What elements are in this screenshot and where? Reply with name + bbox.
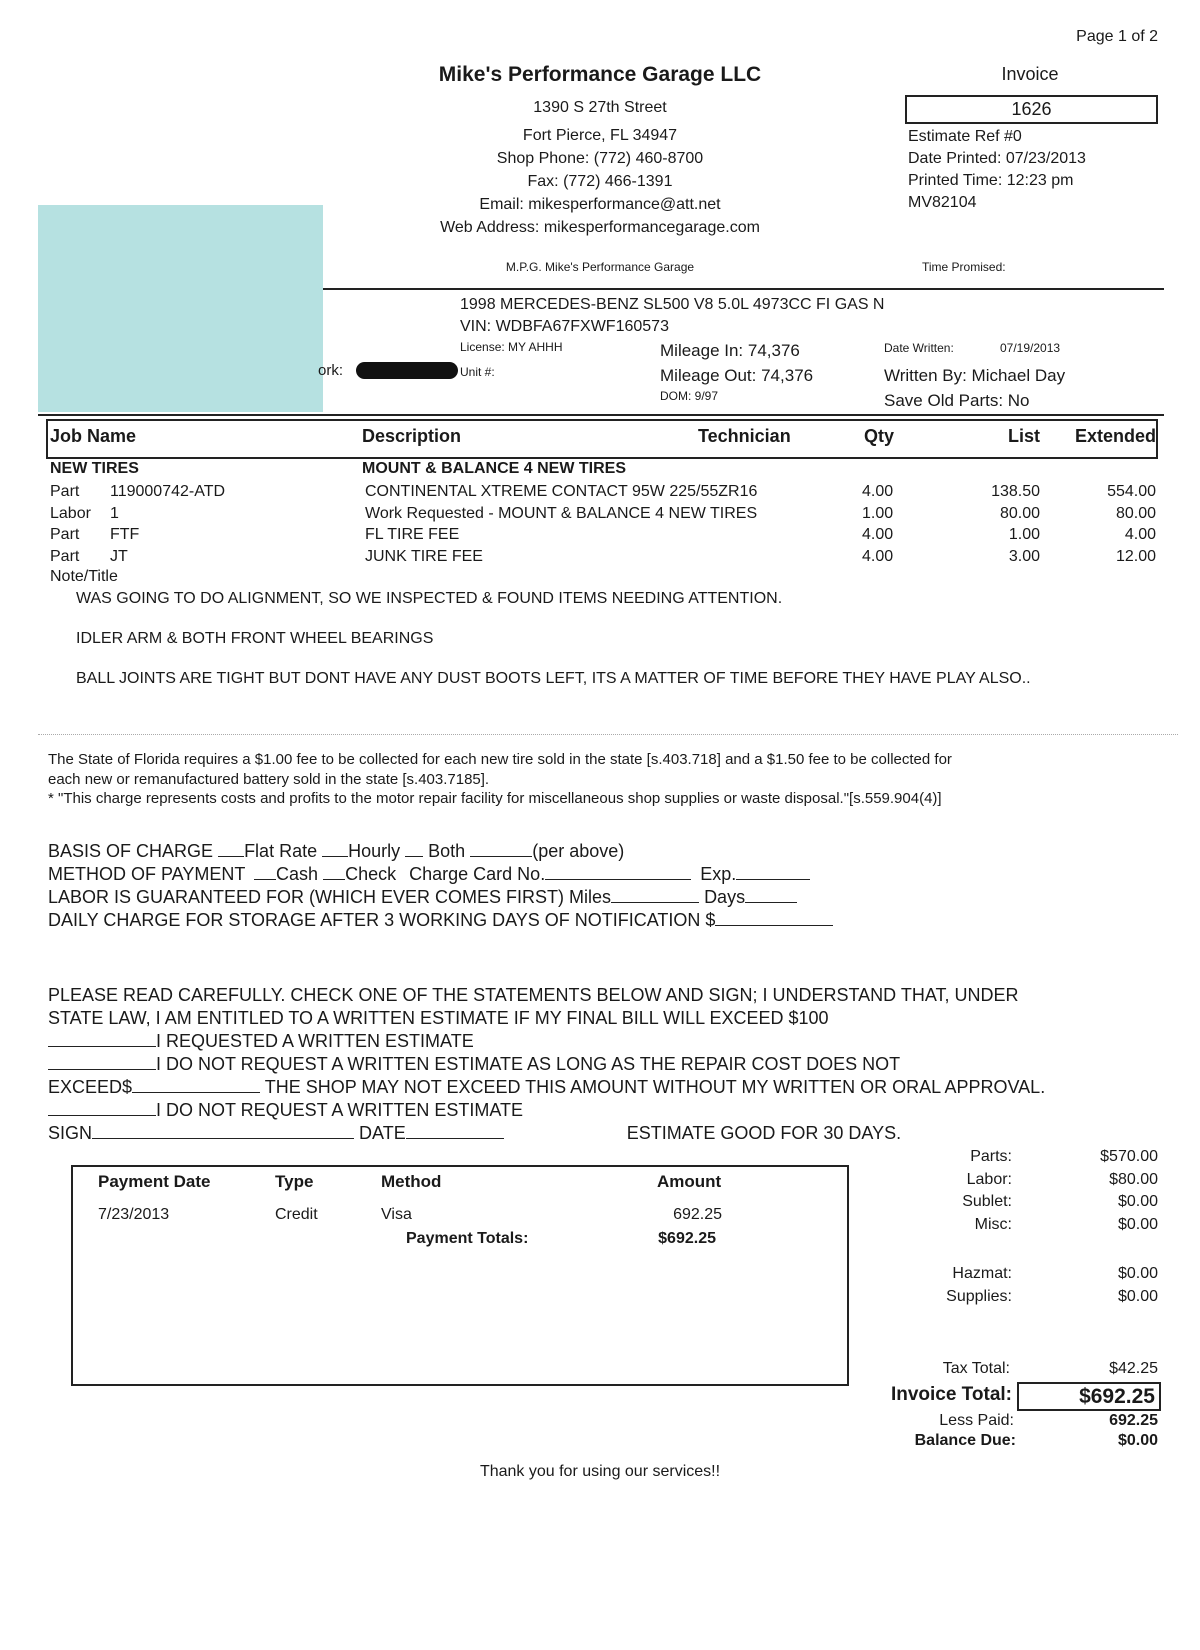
payment-col-date: Payment Date	[98, 1172, 211, 1191]
payment-totals-label: Payment Totals:	[406, 1230, 529, 1247]
save-old-parts: Save Old Parts: No	[884, 391, 1030, 410]
summary-misc: Misc: $0.00	[974, 1215, 1158, 1233]
payment-amount: 692.25	[673, 1206, 722, 1223]
miles-blank[interactable]	[611, 887, 699, 903]
option-3-checkbox[interactable]	[48, 1100, 156, 1116]
payment-type: Credit	[275, 1206, 318, 1223]
row-code: 119000742-ATD	[110, 483, 226, 500]
check-blank[interactable]	[323, 864, 345, 880]
shop-city: Fort Pierce, FL 34947	[522, 127, 678, 144]
col-extended: Extended	[1074, 426, 1156, 446]
hourly-blank[interactable]	[322, 841, 348, 857]
section-divider	[38, 734, 1178, 735]
summary-supplies: Supplies: $0.00	[946, 1288, 1158, 1305]
row-list: 138.50	[991, 483, 1040, 500]
exceed-amount-blank[interactable]	[132, 1077, 260, 1093]
note-line: IDLER ARM & BOTH FRONT WHEEL BEARINGS	[76, 630, 434, 647]
balance-due-label: Balance Due:	[914, 1432, 1016, 1449]
line-items	[50, 481, 1158, 567]
labor-guarantee-line: LABOR IS GUARANTEED FOR (WHICH EVER COMES FIRST) Miles Days	[48, 886, 833, 909]
invoice-total-box	[1017, 1382, 1161, 1411]
mileage-out: Mileage Out: 74,376	[660, 366, 814, 385]
invoice-code: MV82104	[908, 194, 977, 211]
shop-fax: Fax: (772) 466-1391	[527, 173, 673, 190]
table-row	[50, 546, 1158, 568]
signature-blank[interactable]	[92, 1123, 354, 1139]
col-technician: Technician	[698, 426, 791, 446]
summary-labor: Labor: $80.00	[966, 1170, 1158, 1188]
writer-block	[884, 363, 1065, 413]
summary-parts: Parts: $570.00	[970, 1148, 1158, 1165]
note-title-label: Note/Title	[50, 568, 118, 585]
shop-phone: Shop Phone: (772) 460-8700	[496, 150, 704, 167]
shop-street: 1390 S 27th Street	[533, 99, 667, 116]
invoice-meta	[908, 126, 1086, 214]
storage-line: DAILY CHARGE FOR STORAGE AFTER 3 WORKING DAYS OF NOTIFICATION $	[48, 909, 833, 932]
row-code: JT	[110, 547, 128, 565]
job-name: NEW TIRES	[50, 460, 139, 477]
work-label: ork:	[318, 362, 344, 379]
shop-header	[400, 63, 800, 87]
option-1-checkbox[interactable]	[48, 1031, 156, 1047]
payment-date: 7/23/2013	[98, 1206, 170, 1223]
row-code: FTF	[110, 526, 140, 543]
estimate-intro: PLEASE READ CAREFULLY. CHECK ONE OF THE STATEMENTS BELOW AND SIGN; I UNDERSTAND THAT, UNDER	[48, 985, 1019, 1005]
option-2-checkbox[interactable]	[48, 1054, 156, 1070]
summary-block	[880, 1146, 1158, 1236]
exp-blank[interactable]	[736, 864, 810, 880]
row-description: Work Requested - MOUNT & BALANCE 4 NEW TIRES	[365, 504, 758, 522]
sticky-note	[38, 205, 323, 412]
mileage-block	[660, 338, 813, 388]
less-paid: 692.25	[1109, 1412, 1158, 1429]
method-of-payment-line: METHOD OF PAYMENT Cash Check Charge Card No. Exp.	[48, 863, 833, 886]
row-qty: 4.00	[862, 483, 894, 500]
time-promised: Time Promised:	[922, 260, 1006, 274]
payment-box	[71, 1165, 849, 1386]
charge-card-blank[interactable]	[545, 864, 691, 880]
table-row	[50, 481, 1158, 503]
col-description: Description	[362, 426, 462, 446]
row-description: CONTINENTAL XTREME CONTACT 95W 225/55ZR16	[365, 483, 758, 500]
exceed-line: EXCEED$ THE SHOP MAY NOT EXCEED THIS AMOUNT WITHOUT MY WRITTEN OR ORAL APPROVAL.	[48, 1077, 1046, 1097]
shop-short-name: M.P.G. Mike's Performance Garage	[505, 260, 695, 274]
less-paid-label: Less Paid:	[939, 1412, 1014, 1429]
estimate-intro: STATE LAW, I AM ENTITLED TO A WRITTEN ESTIMATE IF MY FINAL BILL WILL EXCEED $100	[48, 1008, 829, 1028]
invoice-label: Invoice	[1001, 64, 1059, 84]
col-job-name: Job Name	[50, 426, 137, 446]
dom: DOM: 9/97	[660, 389, 719, 403]
col-qty: Qty	[864, 426, 895, 446]
payment-col-type: Type	[275, 1172, 314, 1191]
legal-line: * "This charge represents costs and profits to the motor repair facility for miscellaneous shop supplies or waste disposal."[s.559.904(4)]	[48, 790, 942, 807]
storage-blank[interactable]	[715, 910, 833, 926]
payment-method: Visa	[381, 1206, 412, 1223]
table-row	[50, 524, 1158, 546]
row-list: 80.00	[999, 504, 1040, 522]
payment-col-method: Method	[381, 1172, 442, 1191]
row-extended: 4.00	[1124, 526, 1156, 543]
col-list: List	[1007, 426, 1040, 446]
estimate-ref: Estimate Ref #0	[908, 128, 1022, 145]
vehicle-description: 1998 MERCEDES-BENZ SL500 V8 5.0L 4973CC FI GAS N	[460, 296, 885, 313]
row-description: FL TIRE FEE	[365, 526, 460, 543]
cash-blank[interactable]	[254, 864, 276, 880]
estimate-block	[48, 984, 1045, 1145]
row-qty: 4.00	[862, 526, 894, 543]
both-blank[interactable]	[405, 841, 423, 857]
printed-time: Printed Time: 12:23 pm	[908, 172, 1074, 189]
table-top-divider	[38, 414, 1164, 416]
vehicle-license: License: MY AHHH	[460, 340, 563, 354]
row-type: Part	[50, 547, 80, 565]
days-blank[interactable]	[745, 887, 797, 903]
legal-notice	[48, 750, 1168, 809]
row-list: 1.00	[1008, 526, 1040, 543]
row-extended: 554.00	[1107, 483, 1156, 500]
shop-email: Email: mikesperformance@att.net	[479, 196, 721, 213]
note-line: WAS GOING TO DO ALIGNMENT, SO WE INSPECTED & FOUND ITEMS NEEDING ATTENTION.	[76, 590, 783, 607]
estimate-option-2: I DO NOT REQUEST A WRITTEN ESTIMATE AS LONG AS THE REPAIR COST DOES NOT	[48, 1053, 1045, 1076]
shop-name: Mike's Performance Garage LLC	[438, 63, 762, 86]
shop-address-block	[400, 96, 800, 239]
page-number: Page 1 of 2	[1076, 28, 1158, 45]
invoice-total-label: Invoice Total:	[890, 1384, 1012, 1405]
invoice-number-box	[905, 95, 1158, 124]
row-type: Labor	[50, 504, 91, 522]
date-printed: Date Printed: 07/23/2013	[908, 150, 1086, 167]
row-extended: 80.00	[1115, 504, 1156, 522]
legal-line: each new or remanufactured battery sold in the state [s.403.7185].	[48, 770, 490, 788]
row-list: 3.00	[1008, 547, 1040, 565]
estimate-option-1: I REQUESTED A WRITTEN ESTIMATE	[48, 1030, 1045, 1053]
invoice-number: 1626	[1011, 99, 1052, 119]
estimate-option-3: I DO NOT REQUEST A WRITTEN ESTIMATE	[48, 1099, 1045, 1122]
summary-hazmat: Hazmat: $0.00	[952, 1265, 1158, 1282]
basis-of-charge-line: BASIS OF CHARGE Flat Rate Hourly Both (per above)	[48, 841, 625, 861]
balance-due: $0.00	[1117, 1432, 1158, 1449]
row-description: JUNK TIRE FEE	[365, 547, 483, 565]
summary-block-2	[880, 1262, 1158, 1308]
tax-total: $42.25	[1109, 1360, 1158, 1377]
row-type: Part	[50, 526, 80, 543]
per-above-blank[interactable]	[470, 841, 532, 857]
vehicle-block	[460, 294, 884, 338]
job-description: MOUNT & BALANCE 4 NEW TIRES	[362, 460, 626, 477]
written-by: Written By: Michael Day	[884, 366, 1066, 385]
sign-line: SIGN DATE ESTIMATE GOOD FOR 30 DAYS.	[48, 1123, 902, 1143]
legal-line: The State of Florida requires a $1.00 fee to be collected for each new tire sold in the state [s.403.718] and a $1.50 fee to be collected for	[48, 751, 952, 768]
date-written-label: Date Written:	[884, 341, 954, 355]
payment-totals-value: $692.25	[658, 1230, 716, 1247]
note-line: BALL JOINTS ARE TIGHT BUT DONT HAVE ANY DUST BOOTS LEFT, ITS A MATTER OF TIME BEFORE THEY HAVE PLAY ALSO..	[76, 670, 1031, 687]
terms-block	[48, 840, 833, 932]
row-qty: 1.00	[862, 504, 894, 522]
unit-number: Unit #:	[460, 365, 495, 379]
footer-thanks: Thank you for using our services!!	[479, 1463, 721, 1480]
row-type: Part	[50, 483, 80, 500]
summary-sublet: Sublet: $0.00	[962, 1193, 1158, 1210]
tax-total-label: Tax Total:	[942, 1360, 1010, 1377]
row-qty: 4.00	[862, 547, 894, 565]
redaction-mark	[356, 362, 458, 379]
table-row	[50, 503, 1158, 525]
payment-col-amount: Amount	[657, 1172, 722, 1191]
date-blank[interactable]	[406, 1123, 504, 1139]
vehicle-vin: VIN: WDBFA67FXWF160573	[460, 318, 669, 335]
mileage-in: Mileage In: 74,376	[660, 341, 800, 360]
shop-web: Web Address: mikesperformancegarage.com	[440, 219, 760, 236]
row-code: 1	[110, 504, 119, 522]
row-extended: 12.00	[1115, 547, 1156, 565]
date-written: 07/19/2013	[1000, 341, 1061, 355]
flat-rate-blank[interactable]	[218, 841, 244, 857]
invoice-total: $692.25	[1079, 1385, 1155, 1408]
